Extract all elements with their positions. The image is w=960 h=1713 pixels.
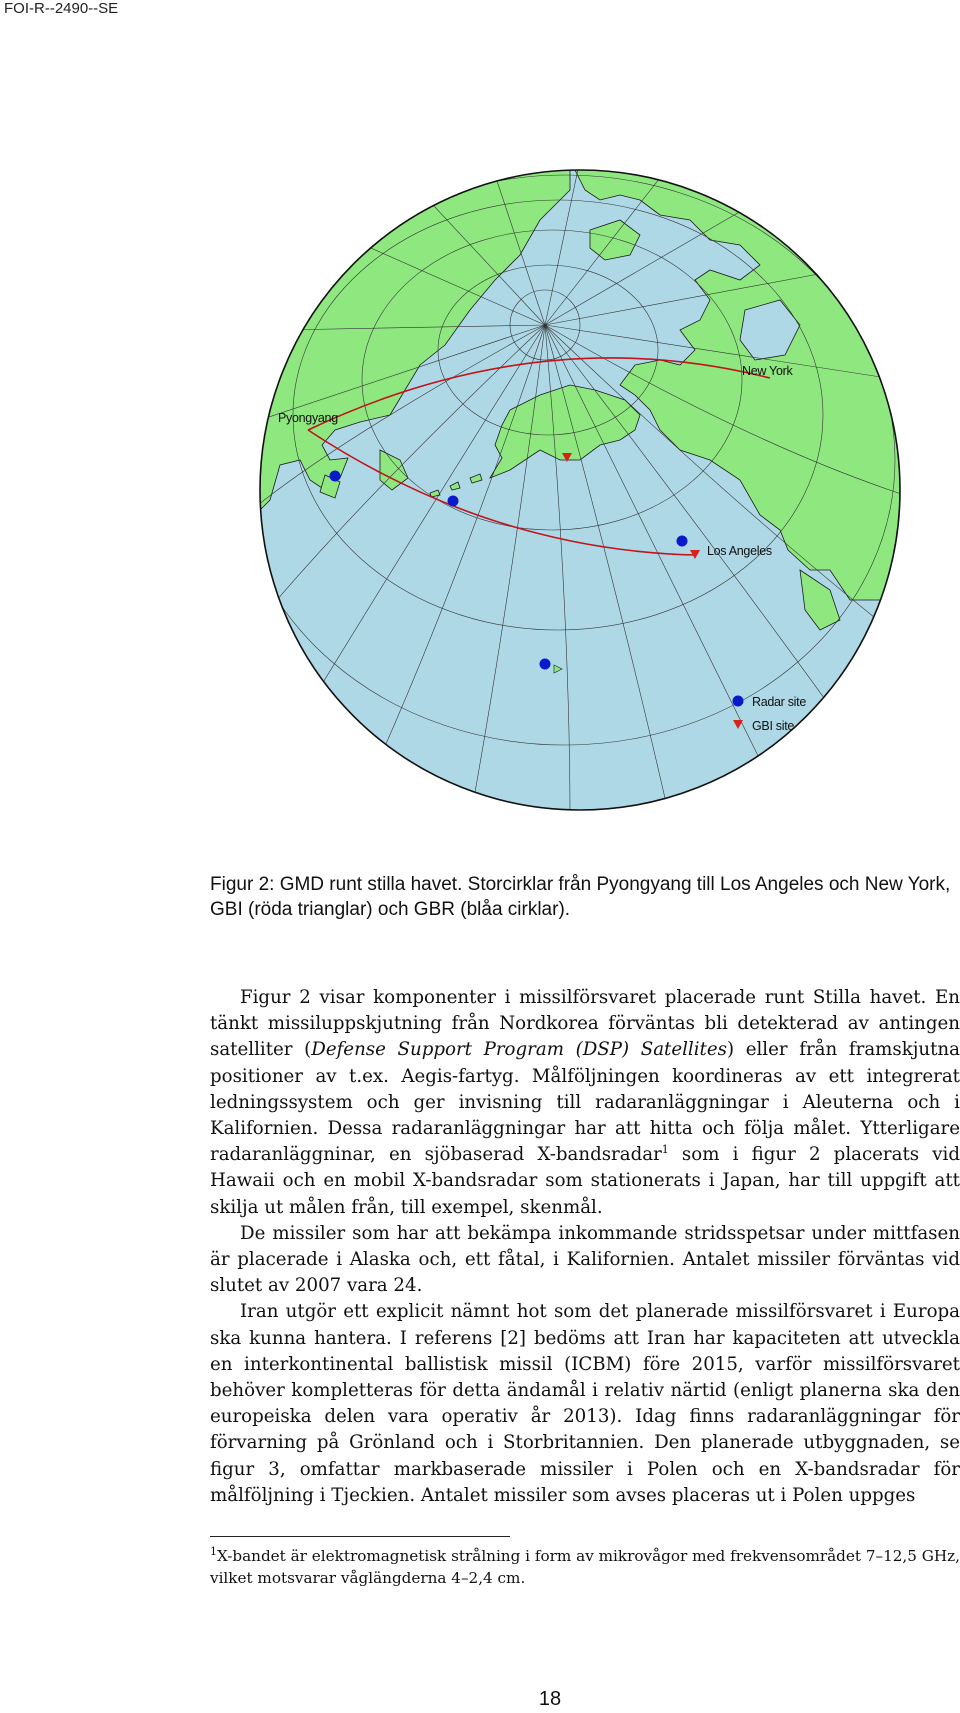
- label-new-york: New York: [742, 364, 793, 378]
- legend-radar-label: Radar site: [752, 695, 806, 709]
- footnote-mark: 1: [210, 1544, 217, 1558]
- legend-gbi-label: GBI site: [752, 719, 795, 733]
- radar-site-marker-hawaii: [540, 659, 551, 670]
- paragraph-3: Iran utgör ett explicit nämnt hot som det planerade missilförsvaret i Europa ska kunna hantera. I referens [2] bedöms att Iran har kapaciteten att utveckla en interkontinental ballistisk missil (ICBM) före 2015, varför missilförsvaret behöver kompletteras för detta ändamål i relativ närtid (enligt planerna ska den europeiska delen vara operativ år 2013). Idag finns radaranläggningar för förvarning på Grönland och i Storbritannien. Den planerade utbyggnaden, se figur 3, omfattar markbaserade missiler i Polen och en X-bandsradar för målföljning i Tjeckien. Antalet missiler som avses placeras ut i Polen uppges: [210, 1301, 960, 1506]
- paragraph-1-part-c: som i figur 2 placerats vid Hawaii och en mobil X-bandsradar som stationerats i Japan, har till uppgift att skilja ut målen från, till exempel, skenmål.: [210, 1144, 960, 1218]
- paragraph-1-part-b: ) eller från framskjutna positioner av t.ex. Aegis-fartyg. Målföljningen koordineras av ett integrerat ledningssystem och ger invisning till radaranläggningar i Aleuterna och i Kalifornien. Dessa radaranläggningar har att hitta och följa målet. Ytterligare radaranläggninar, en sjöbaserad X-bandsradar: [210, 1039, 960, 1166]
- paragraph-2: De missiler som har att bekämpa inkommande stridsspetsar under mittfasen är placerade i Alaska och, ett fåtal, i Kalifornien. Antalet missiler förväntas vid slutet av 2007 vara 24.: [210, 1222, 960, 1297]
- label-los-angeles: Los Angeles: [707, 544, 772, 558]
- radar-site-marker-aleutians: [448, 496, 459, 507]
- footnote-reference: 1: [661, 1143, 669, 1157]
- figure-caption: [210, 872, 960, 922]
- footnote: [210, 1545, 960, 1589]
- paragraph-1-emphasis: Defense Support Program (DSP) Satellites: [311, 1039, 727, 1061]
- footnote-separator: [210, 1536, 510, 1537]
- label-pyongyang: Pyongyang: [278, 411, 338, 425]
- footnote-text: X-bandet är elektromagnetisk strålning i form av mikrovågor med frekvensområdet 7–12,5 GHz, vilket motsvarar våglängderna 4–2,4 cm.: [210, 1547, 960, 1587]
- globe-figure: [240, 160, 920, 820]
- paragraph-1-part-a: Figur 2 visar komponenter i missilförsvaret placerade runt Stilla havet. En tänkt missiluppskjutning från Nordkorea förväntas bli detekterad av antingen satelliter (: [210, 987, 960, 1061]
- caption-line-1: Figur 2: GMD runt stilla havet. Storcirklar från Pyongyang till Los Angeles och New York,: [210, 874, 951, 895]
- caption-line-2: GBI (röda trianglar) och GBR (blåa cirklar).: [210, 899, 571, 920]
- body-text: [210, 985, 960, 1509]
- radar-site-marker-japan: [330, 471, 341, 482]
- legend-radar-marker: [733, 696, 744, 707]
- paragraph-1: [210, 985, 960, 1221]
- page-number: 18: [538, 1688, 562, 1710]
- radar-site-marker-california: [677, 536, 688, 547]
- globe-map: [240, 160, 920, 820]
- report-id: FOI-R--2490--SE: [4, 0, 119, 17]
